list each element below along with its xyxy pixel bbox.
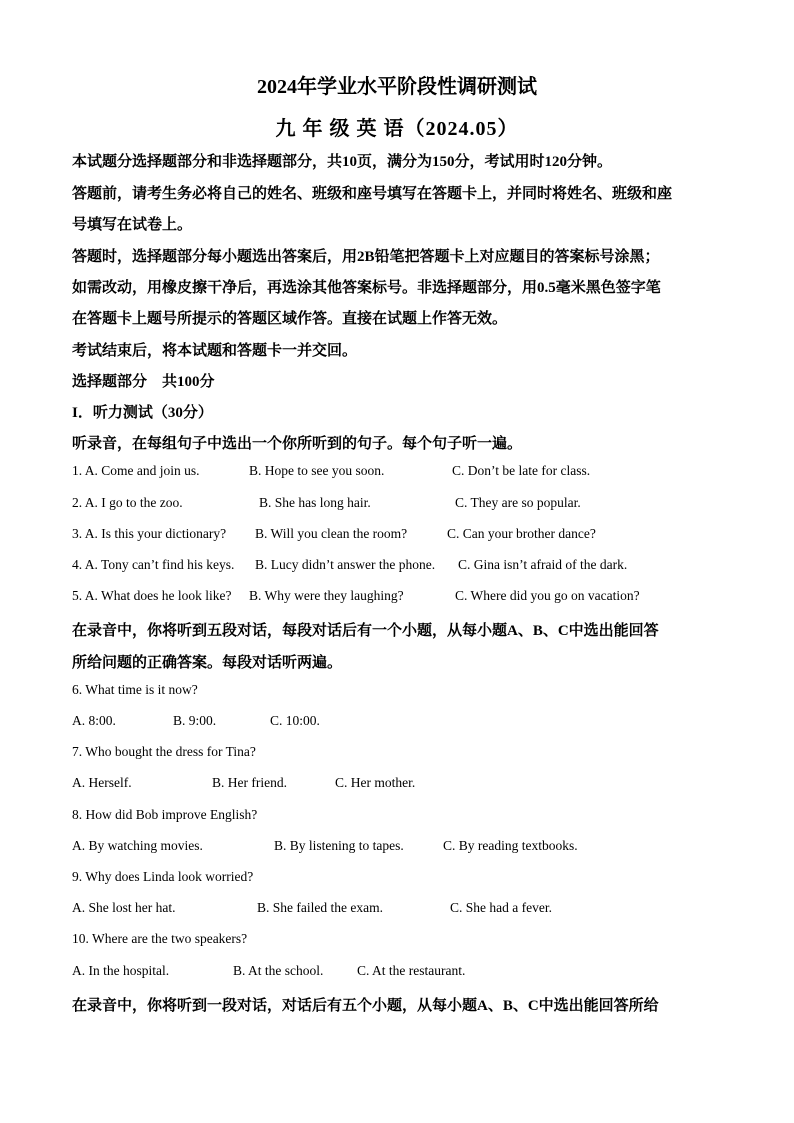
question-9-stem: 9. Why does Linda look worried? xyxy=(72,869,254,884)
question-6-option-c: C. 10:00. xyxy=(270,713,320,728)
question-10-option-c: C. At the restaurant. xyxy=(357,963,466,978)
instruction-line: 在答题卡上题号所提示的答题区域作答。直接在试题上作答无效。 xyxy=(72,311,508,327)
part3-instruction: 在录音中，你将听到一段对话，对话后有五个小题，从每小题A、B、C中选出能回答所给 xyxy=(72,998,659,1014)
question-6-option-a: A. 8:00. xyxy=(72,713,116,728)
question-3-option-a: 3. A. Is this your dictionary? xyxy=(72,526,227,541)
question-6-option-b: B. 9:00. xyxy=(173,713,217,728)
part2-instruction-line: 在录音中，你将听到五段对话，每段对话后有一个小题，从每小题A、B、C中选出能回答 xyxy=(72,623,659,639)
section-title: I．听力测试（30分） xyxy=(72,405,213,421)
part-header: 选择题部分 共100分 xyxy=(72,374,215,390)
question-4-option-b: B. Lucy didn’t answer the phone. xyxy=(255,557,436,572)
question-2-option-c: C. They are so popular. xyxy=(455,495,581,510)
question-4-option-c: C. Gina isn’t afraid of the dark. xyxy=(458,557,628,572)
question-3-option-b: B. Will you clean the room? xyxy=(255,526,408,541)
instruction-line: 如需改动，用橡皮擦干净后，再选涂其他答案标号。非选择题部分，用0.5毫米黑色签字笔 xyxy=(72,280,661,296)
instruction-line: 答题时，选择题部分每小题选出答案后，用2B铅笔把答题卡上对应题目的答案标号涂黑； xyxy=(72,249,660,265)
instruction-line: 本试题分选择题部分和非选择题部分，共10页，满分为150分，考试用时120分钟。 xyxy=(72,154,613,170)
question-8-stem: 8. How did Bob improve English? xyxy=(72,807,258,822)
part1-instruction: 听录音，在每组句子中选出一个你所听到的句子。每个句子听一遍。 xyxy=(72,436,523,452)
question-5-option-b: B. Why were they laughing? xyxy=(249,588,404,603)
question-1-option-a: 1. A. Come and join us. xyxy=(72,463,200,478)
question-5-option-c: C. Where did you go on vacation? xyxy=(455,588,640,603)
question-9-option-a: A. She lost her hat. xyxy=(72,900,176,915)
question-1-option-b: B. Hope to see you soon. xyxy=(249,463,385,478)
instruction-line: 考试结束后，将本试题和答题卡一并交回。 xyxy=(72,343,358,359)
question-10-option-b: B. At the school. xyxy=(233,963,324,978)
question-4-option-a: 4. A. Tony can’t find his keys. xyxy=(72,557,235,572)
instruction-line: 答题前，请考生务必将自己的姓名、班级和座号填写在答题卡上，并同时将姓名、班级和座 xyxy=(72,186,673,202)
question-7-option-c: C. Her mother. xyxy=(335,775,416,790)
question-7-option-b: B. Her friend. xyxy=(212,775,287,790)
question-9-option-c: C. She had a fever. xyxy=(450,900,552,915)
question-8-option-a: A. By watching movies. xyxy=(72,838,203,853)
part2-instruction-line: 所给问题的正确答案。每段对话听两遍。 xyxy=(72,655,343,671)
question-8-option-b: B. By listening to tapes. xyxy=(274,838,404,853)
exam-title: 2024年学业水平阶段性调研测试 xyxy=(257,76,537,98)
question-5-option-a: 5. A. What does he look like? xyxy=(72,588,232,603)
question-9-option-b: B. She failed the exam. xyxy=(257,900,383,915)
question-8-option-c: C. By reading textbooks. xyxy=(443,838,578,853)
question-6-stem: 6. What time is it now? xyxy=(72,682,198,697)
question-7-stem: 7. Who bought the dress for Tina? xyxy=(72,744,256,759)
instruction-line: 号填写在试卷上。 xyxy=(72,217,193,233)
question-10-stem: 10. Where are the two speakers? xyxy=(72,931,248,946)
question-7-option-a: A. Herself. xyxy=(72,775,132,790)
question-10-option-a: A. In the hospital. xyxy=(72,963,170,978)
question-1-option-c: C. Don’t be late for class. xyxy=(452,463,591,478)
question-2-option-b: B. She has long hair. xyxy=(259,495,371,510)
question-2-option-a: 2. A. I go to the zoo. xyxy=(72,495,183,510)
exam-subtitle: 九 年 级 英 语（2024.05） xyxy=(275,118,519,140)
question-3-option-c: C. Can your brother dance? xyxy=(447,526,596,541)
